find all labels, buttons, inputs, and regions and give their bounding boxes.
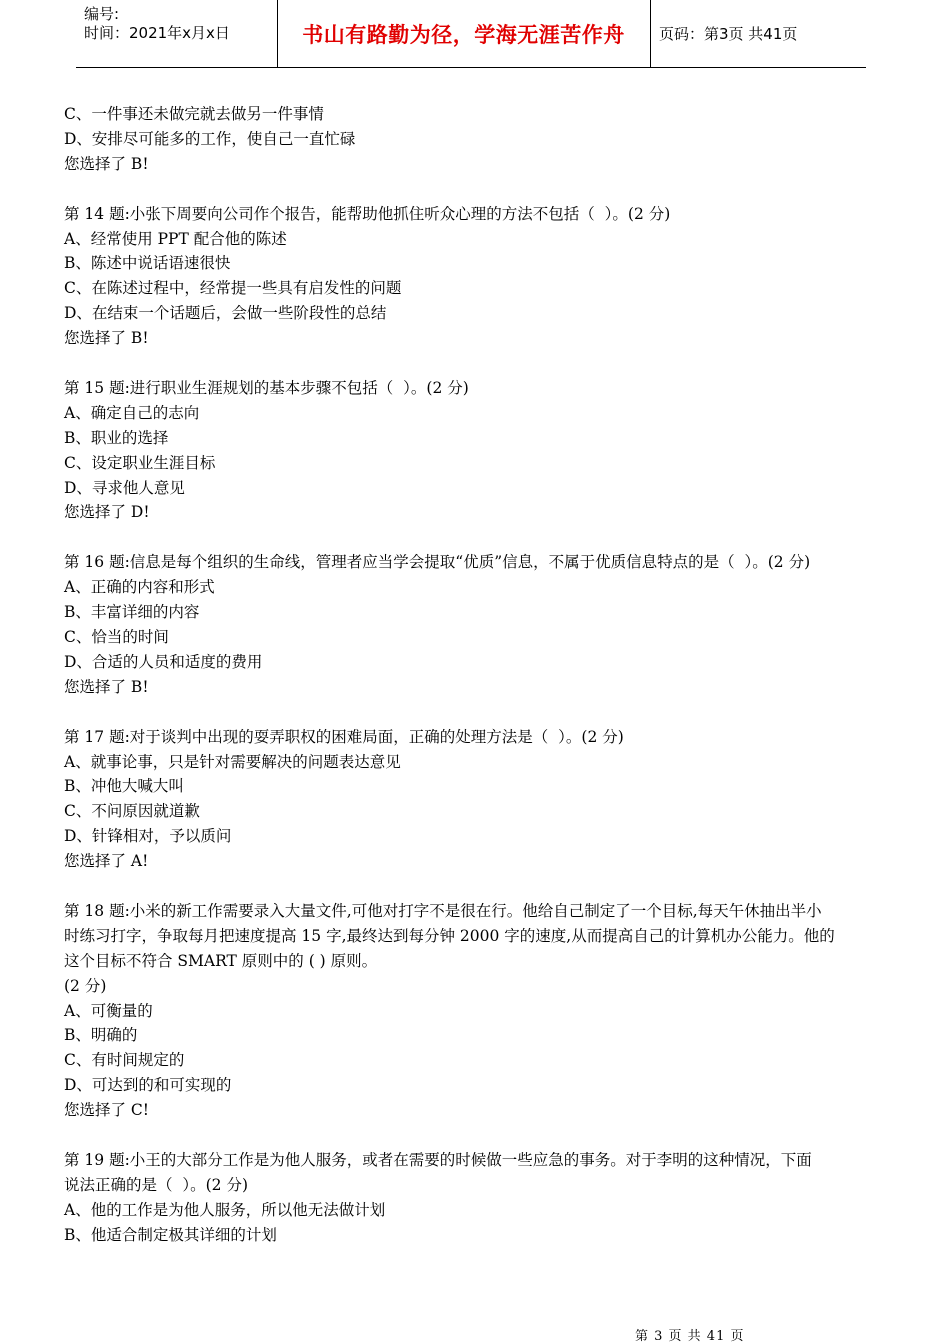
text-line: C、有时间规定的 <box>64 1051 185 1070</box>
document-number-label: 编号: <box>84 5 120 23</box>
document-time-label: 时间：2021年x月x日 <box>84 24 230 42</box>
blank-line <box>64 874 880 899</box>
blank-line <box>64 177 880 202</box>
text-line: 时练习打字，争取每月把速度提高 15 字,最终达到每分钟 2000 字的速度,从而提高自己的计算机办公能力。他的 <box>64 926 835 945</box>
page-header <box>76 0 866 68</box>
text-line: A、就事论事，只是针对需要解决的问题表达意见 <box>64 752 401 771</box>
text-line: C、在陈述过程中，经常提一些具有启发性的问题 <box>64 279 402 298</box>
text-line: B、陈述中说话语速很快 <box>64 254 231 273</box>
text-line: C、不问原因就道歉 <box>64 802 200 821</box>
text-line: 第 18 题:小米的新工作需要录入大量文件,可他对打字不是很在行。他给自己制定了一个目标,每天午休抽出半小 <box>64 901 822 920</box>
blank-line <box>64 1123 880 1148</box>
text-line: C、设定职业生涯目标 <box>64 453 216 472</box>
text-line: A、经常使用 PPT 配合他的陈述 <box>64 229 287 248</box>
text-line: 第 15 题:进行职业生涯规划的基本步骤不包括（ ）。(2 分) <box>64 378 469 397</box>
text-line: B、冲他大喊大叫 <box>64 777 184 796</box>
text-line: 第 16 题:信息是每个组织的生命线，管理者应当学会提取“优质”信息，不属于优质信息特点的是（ ）。(2 分) <box>64 553 811 572</box>
text-line: 您选择了 B! <box>64 154 149 173</box>
text-line: C、一件事还未做完就去做另一件事情 <box>64 105 324 123</box>
text-line: D、合适的人员和适度的费用 <box>64 652 263 671</box>
text-line: D、寻求他人意见 <box>64 478 185 497</box>
text-line: B、职业的选择 <box>64 428 169 447</box>
text-line: B、明确的 <box>64 1026 138 1045</box>
text-line: C、恰当的时间 <box>64 627 169 646</box>
text-line: B、他适合制定极其详细的计划 <box>64 1225 277 1244</box>
text-line: D、针锋相对，予以质问 <box>64 827 232 846</box>
text-line: 第 19 题:小王的大部分工作是为他人服务，或者在需要的时候做一些应急的事务。对于李明的这种情况，下面 <box>64 1150 812 1169</box>
header-page-cell <box>650 0 866 67</box>
text-line: 您选择了 D! <box>64 503 150 522</box>
header-meta-cell <box>76 0 278 67</box>
document-body <box>64 102 880 1248</box>
text-line: B、丰富详细的内容 <box>64 603 200 622</box>
text-line: A、正确的内容和形式 <box>64 578 215 597</box>
text-line: A、确定自己的志向 <box>64 403 200 422</box>
text-line: 第 14 题:小张下周要向公司作个报告，能帮助他抓住听众心理的方法不包括（ ）。(2 分) <box>64 204 671 223</box>
blank-line <box>64 525 880 550</box>
text-line: 您选择了 B! <box>64 329 149 348</box>
text-line: 说法正确的是（ ）。(2 分) <box>64 1175 248 1194</box>
header-motto-cell <box>277 0 651 67</box>
blank-line <box>64 700 880 725</box>
page-footer: 第 3 页 共 41 页 <box>635 1329 745 1344</box>
text-line: D、安排尽可能多的工作，使自己一直忙碌 <box>64 129 356 148</box>
header-page-code: 页码：第3页 共41页 <box>659 25 798 43</box>
text-line: 第 17 题:对于谈判中出现的耍弄职权的困难局面，正确的处理方法是（ ）。(2 分) <box>64 727 624 746</box>
text-line: 这个目标不符合 SMART 原则中的 ( ) 原则。 <box>64 951 378 970</box>
text-line: A、可衡量的 <box>64 1001 153 1020</box>
text-line: 您选择了 C! <box>64 1101 150 1120</box>
header-motto: 书山有路勤为径，学海无涯苦作舟 <box>302 22 625 47</box>
text-line: 您选择了 B! <box>64 677 149 696</box>
text-line: (2 分) <box>64 976 107 995</box>
text-line: D、在结束一个话题后，会做一些阶段性的总结 <box>64 304 387 323</box>
text-line: A、他的工作是为他人服务，所以他无法做计划 <box>64 1200 386 1219</box>
text-line: 您选择了 A! <box>64 852 149 871</box>
text-line: D、可达到的和可实现的 <box>64 1076 232 1095</box>
blank-line <box>64 351 880 376</box>
